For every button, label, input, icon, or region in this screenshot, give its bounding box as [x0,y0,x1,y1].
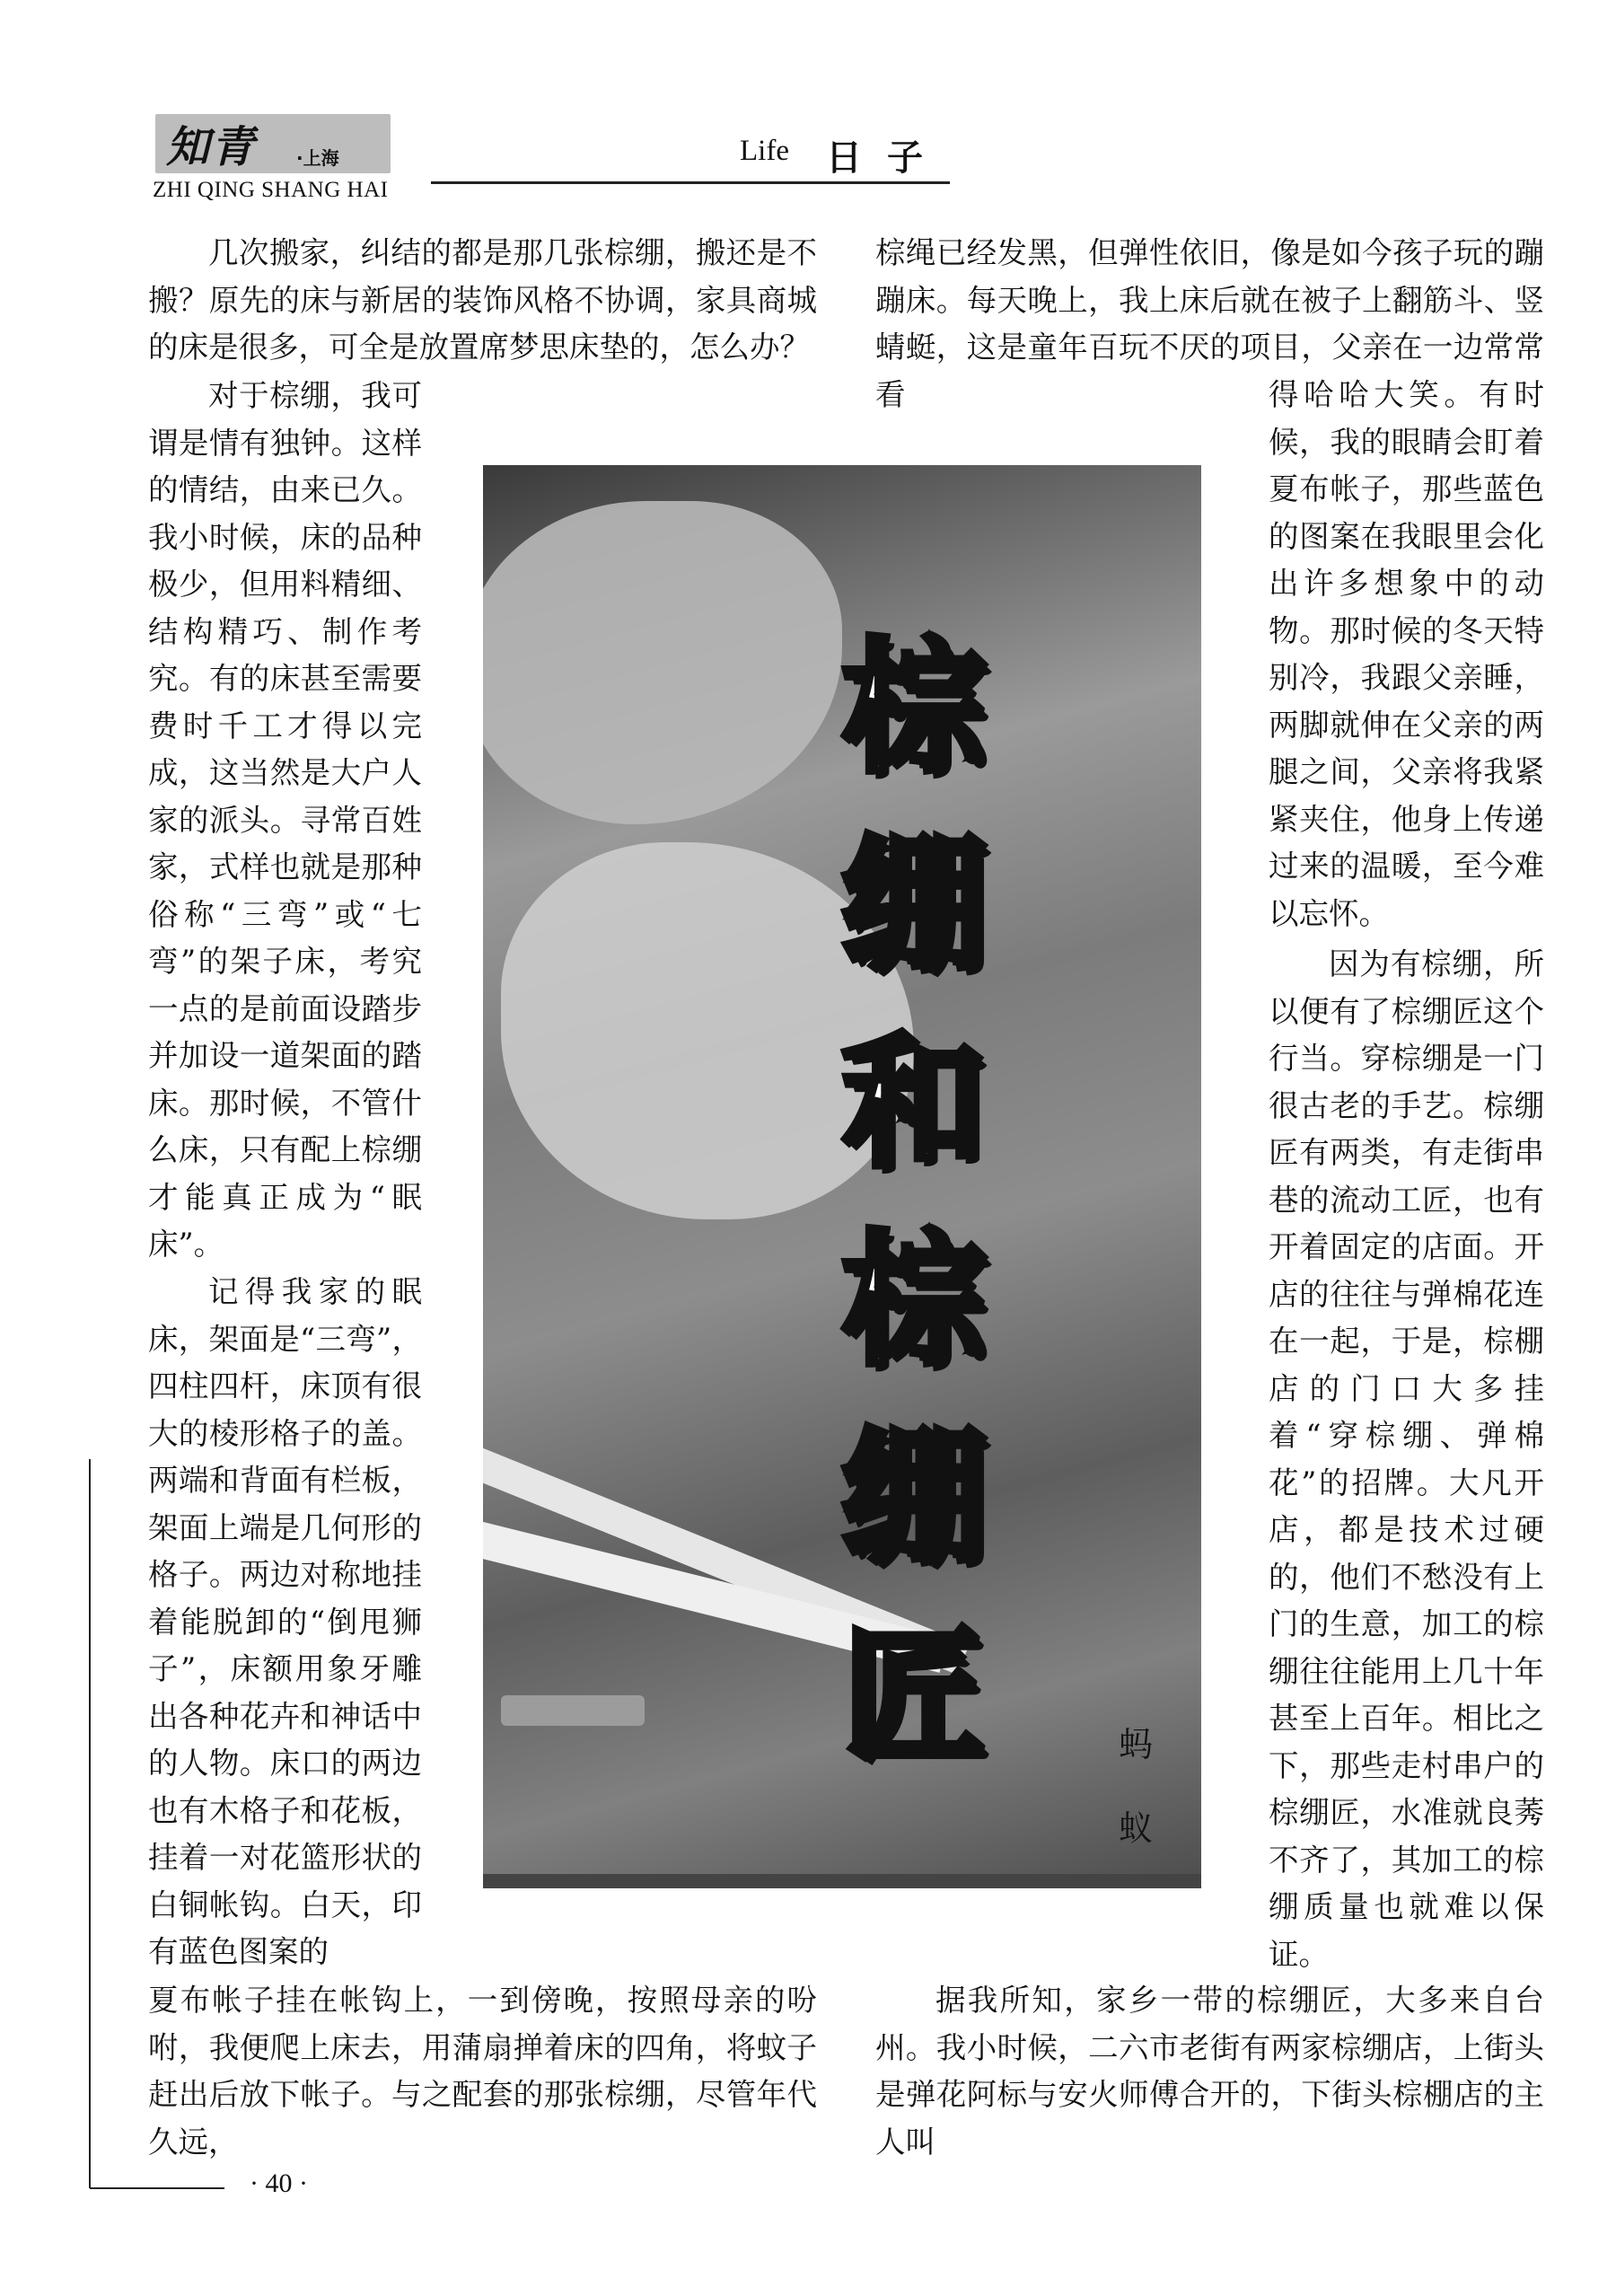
photo-bottom-strip [483,1874,1201,1888]
masthead-region: ·上海 [296,147,339,169]
title-char: 绷 [842,1413,987,1582]
title-char: 棕 [842,623,987,792]
section-label-en: Life [740,135,789,167]
page-number: · 40 · [250,2168,308,2198]
paragraph-right-bottom: 据我所知，家乡一带的棕绷匠，大多来自台州。我小时候，二六市老街有两家棕绷店，上街头是弹花阿标与安火师傅合开的，下街头棕棚店的主人叫 [875,1983,1544,2160]
title-char: 绷 [842,821,987,990]
title-char: 匠 [842,1611,987,1780]
footer-rule [90,2187,224,2189]
section-label-cn: 日子 [826,136,948,179]
paragraph-continued: 夏布帐子挂在帐钩上，一到傍晚，按照母亲的吩咐，我便爬上床去，用蒲扇掸着床的四角，将蚊子赶出后放下帐子。与之配套的那张棕绷，尽管年代久远， [148,1983,817,2160]
title-char: 棕 [842,1216,987,1385]
paragraph-right-narrow-2: 因为有棕绷，所以便有了棕绷匠这个行当。穿棕绷是一门很古老的手艺。棕绷匠有两类，有走街串巷的流动工匠，也有开着固定的店面。开店的往往与弹棉花连在一起，于是，棕棚店的门口大多挂着“穿棕绷、弹棉花”的招牌。大凡开店，都是技术过硬的，他们不愁没有上门的生意，加工的棕绷往往能用上几十年甚至上百年。相比之下，那些走村串户的棕绷匠，水准就良莠不齐了，其加工的棕绷质量也就难以保证。 [1269,946,1544,1972]
paragraph-right-narrow: 得哈哈大笑。有时候，我的眼睛会盯着夏布帐子，那些蓝色的图案在我眼里会化出许多想象中的动物。那时候的冬天特别冷，我跟父亲睡，两脚就伸在父亲的两腿之间，父亲将我紧紧夹住，他身上传递过来的温暖，至今难以忘怀。 [1269,377,1544,931]
photo-hand-shape [483,501,842,824]
paragraph-right-top: 棕绳已经发黑，但弹性依旧，像是如今孩子玩的蹦蹦床。每天晚上，我上床后就在被子上翻筋斗、竖蜻蜓，这是童年百玩不厌的项目，父亲在一边常常看 [875,235,1544,412]
margin-rule [89,1459,91,2188]
paragraph-intro: 几次搬家，纠结的都是那几张棕绷，搬还是不搬？原先的床与新居的装饰风格不协调，家具商城的床是很多，可全是放置席梦思床垫的，怎么办？ [148,235,817,365]
paragraph-narrow-1: 对于棕绷，我可谓是情有独钟。这样的情结，由来已久。我小时候，床的品种极少，但用料精细、结构精巧、制作考究。有的床甚至需要费时千工才得以完成，这当然是大户人家的派头。寻常百姓家，式样也就是那种俗称“三弯”或“七弯”的架子床，考究一点的是前面设踏步并加设一道架面的踏床。那时候，不管什么床，只有配上棕绷才能真正成为“眠床”。 [148,378,422,1262]
photo-peg-shape [501,1695,645,1726]
masthead-pinyin: ZHI QING SHANG HAI [153,178,389,202]
author-char: 蚂 [1119,1725,1154,1764]
masthead-logo: 知青 [166,122,257,172]
title-char: 和 [842,1018,987,1187]
header-rule [431,181,950,184]
paragraph-narrow-2: 记得我家的眠床，架面是“三弯”，四柱四杆，床顶有很大的棱形格子的盖。两端和背面有栏板，架面上端是几何形的格子。两边对称地挂着能脱卸的“倒甩狮子”，床额用象牙雕出各种花卉和神话中的人物。床口的两边也有木格子和花板，挂着一对花篮形状的白铜帐钩。白天，印有蓝色图案的 [148,1274,422,1969]
author-char: 蚁 [1119,1808,1154,1848]
